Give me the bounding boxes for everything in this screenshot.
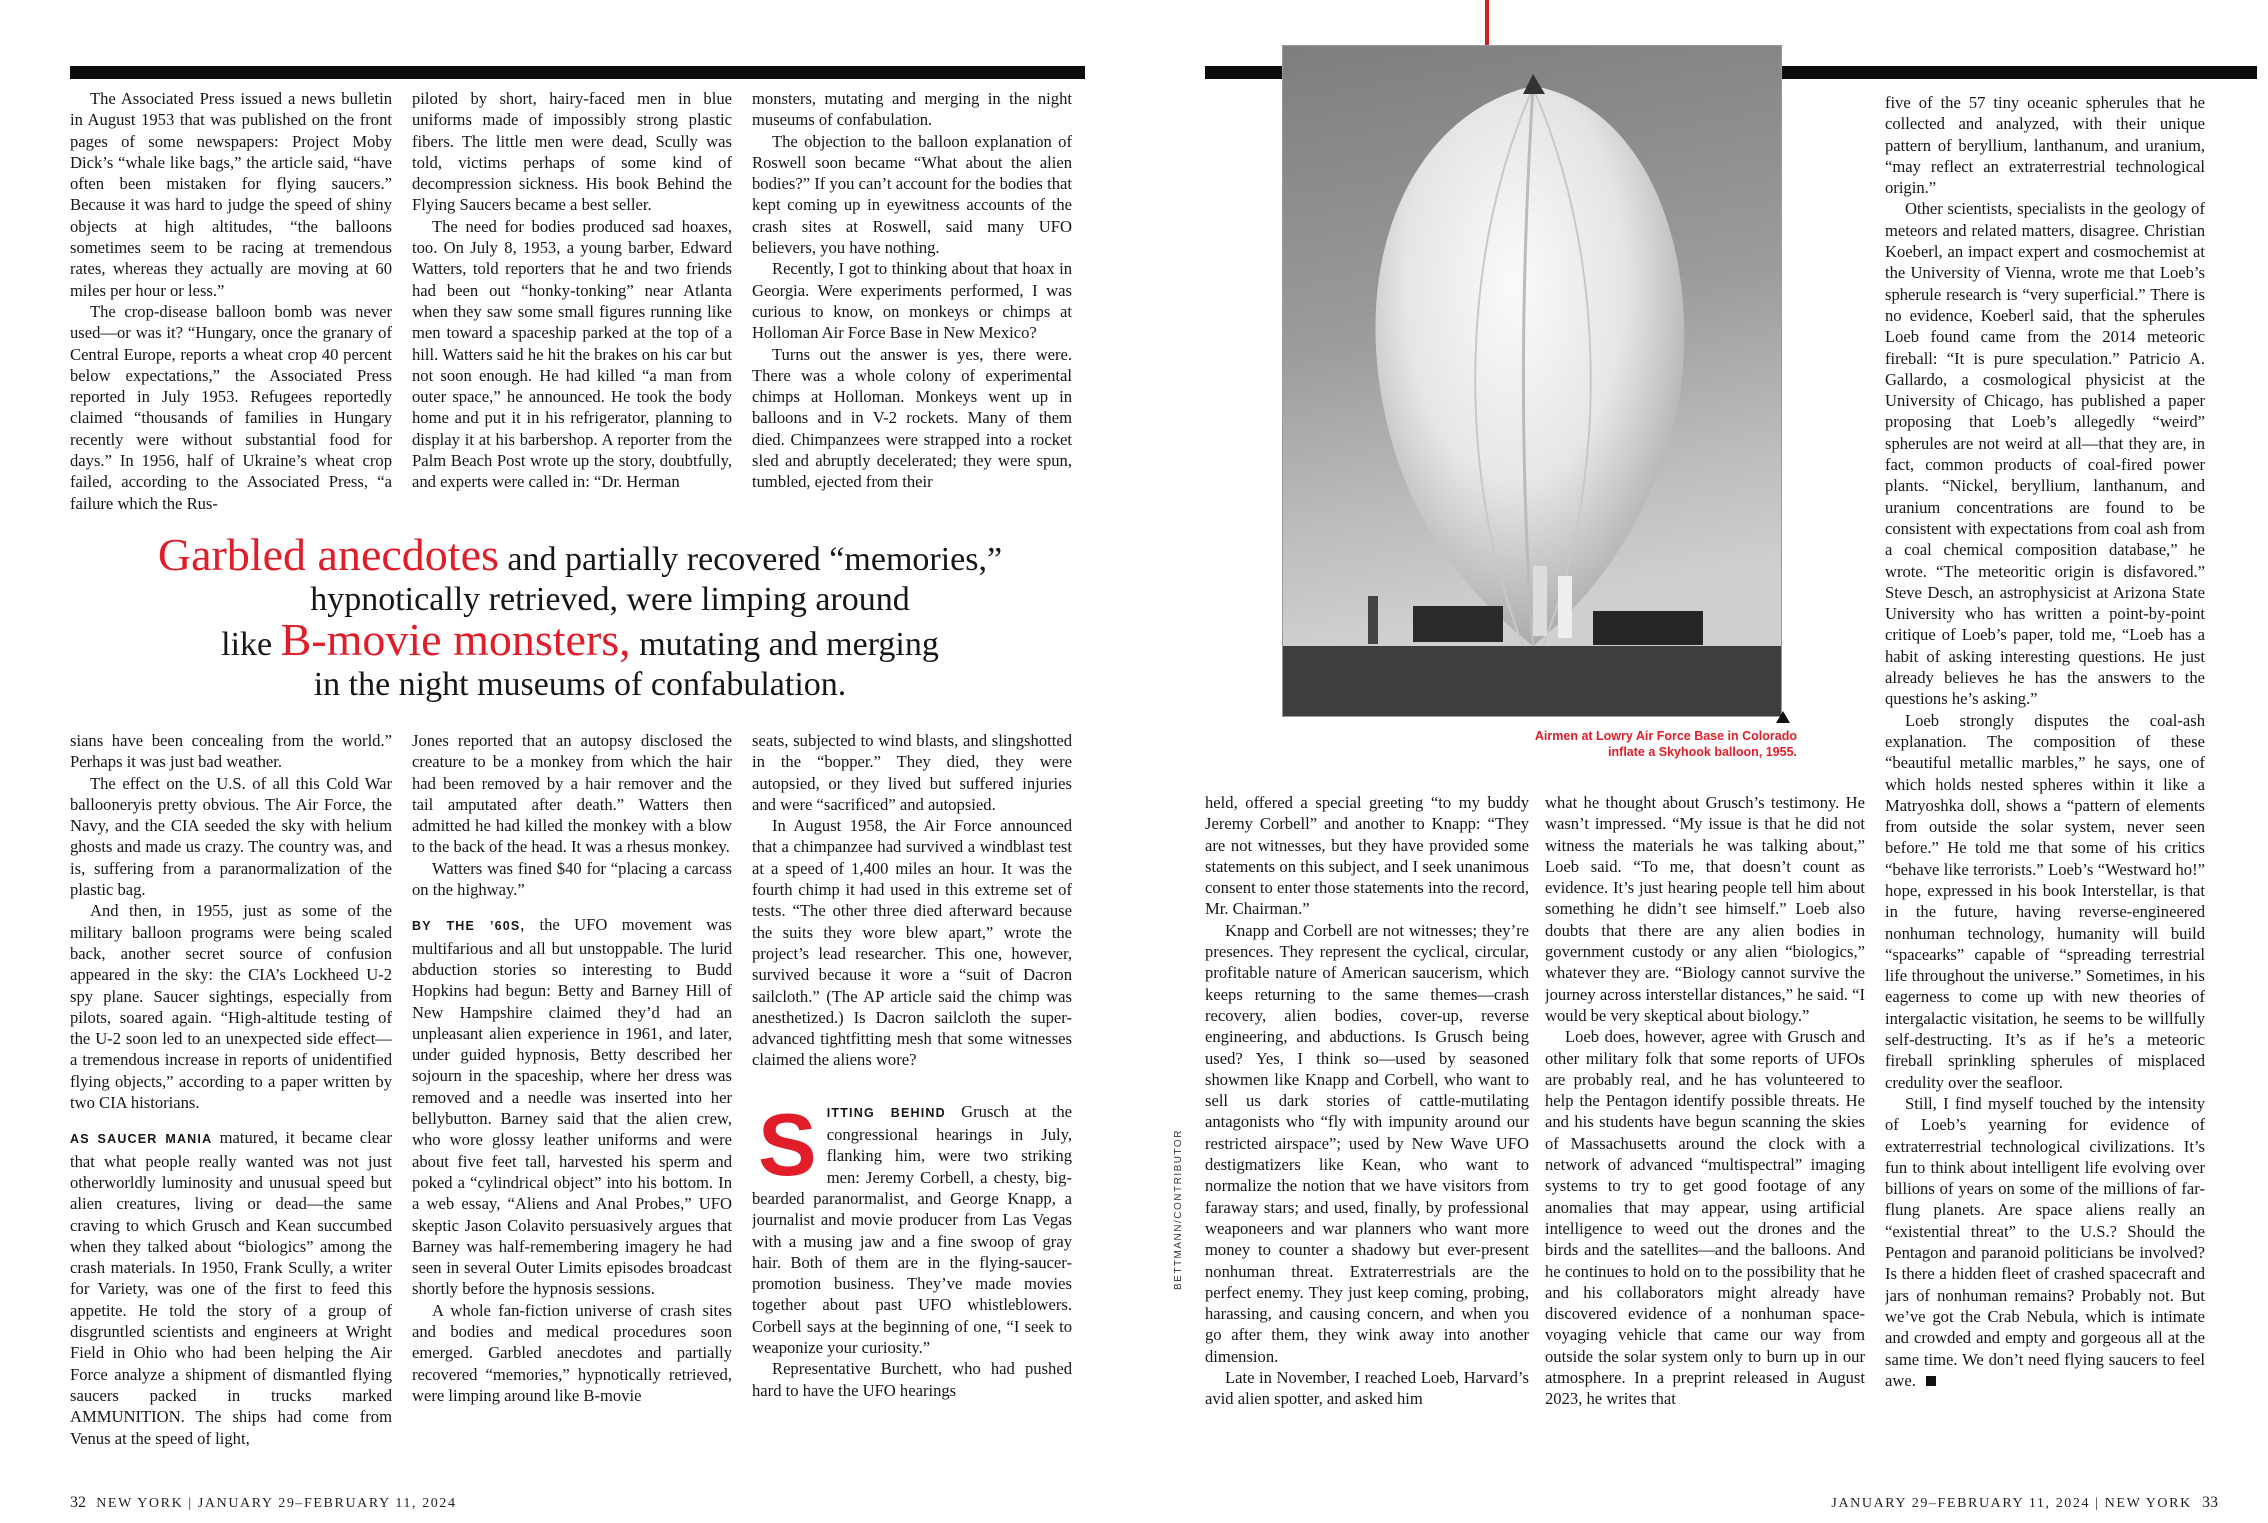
drop-cap: S xyxy=(758,1094,817,1194)
right-column-2 xyxy=(1545,792,1865,1450)
folio-text: NEW YORK | JANUARY 29–FEBRUARY 11, 2024 xyxy=(96,1496,457,1511)
section-lead-in: ITTING BEHIND xyxy=(826,1105,946,1120)
paragraph xyxy=(70,1127,392,1448)
paragraph: Other scientists, specialists in the geology of meteors and related matters, disagree. Christian Koeberl, an impact expert and cosmochemist at the University of Vienna, wrote me that Loeb’s spherule research is “very superficial.” There is no evidence, Koeberl said, that the spherules Loeb found came from the 2014 meteoric fireball: “It is pure speculation.” Patricio A. Gallardo, a cosmological physicist at the University of Chicago, has published a paper proposing that Loeb’s allegedly “weird” spherules are not weird at all—that they are, in fact, common products of coal-fired power plants. “Nickel, beryllium, lanthanum, and uranium concentrations are found to be consistent with expectations from coal ash from a coal chemical composition database,” he wrote. “The meteoritic origin is disfavored.” Steve Desch, an astrophysicist at Arizona State University who has written a point-by-point critique of Loeb’s paper, told me, “Loeb has a habit of asking interesting questions. He just already believes he has the answers to the questions he’s asking.” xyxy=(1885,199,2205,709)
paragraph-text: Still, I find myself touched by the intensity of Loeb’s yearning for evidence of extraterrestrial technological civilizations. It’s fun to think about intelligent life evolving over billions of years on some of the millions of far-flung planets. Are space aliens really an “existential threat” to the U.S.? Should the Pentagon and paranoid politicians be involved? Is there a hidden fleet of crashed spacecraft and jars of nonhuman remains? Probably not. But we’ve got the Crab Nebula, which is intimate and crowded and empty and gorgeous all at the same time. We don’t need flying saucers to feel awe. xyxy=(1885,1093,2205,1390)
paragraph: Knapp and Corbell are not witnesses; they’re presences. They represent the cyclical, circular, profitable nature of American saucerism, which keeps returning to the same themes—crash recovery, alien bodies, cover-up, reverse engineering, and abductions. Is Grusch being used? Yes, I think so—used by seasoned showmen like Knapp and Corbell, who want to sell us dark stories of cattle-mutilating antagonists who “fly with impunity around our restricted airspace”; used by New Wave UFO destigmatizers like Kean, who want to normalize the notion that we have visitors from faraway stars; and used, finally, by professional weaponeers and war planners who want more money to counter a shadowy but ever-present nonhuman threat. Extraterrestrials are the perfect enemy. They just keep coming, probing, harassing, and causing concern, and when you go after them, they wink away into another dimension. xyxy=(1205,920,1529,1366)
paragraph: five of the 57 tiny oceanic spherules that he collected and analyzed, with their unique pattern of beryllium, lanthanum, and uranium, “may reflect an extraterrestrial technological origin.” xyxy=(1885,93,2205,198)
left-column-1-top xyxy=(70,88,392,518)
pull-quote-text: in the night museums of confabulation. xyxy=(313,666,847,703)
folio-right xyxy=(1831,1494,2218,1512)
paragraph: piloted by short, hairy-faced men in blue uniforms made of impossibly strong plastic fibers. The little men were dead, Scully was told, victims perhaps of some kind of decompression sickness. His book Behind the Flying Saucers became a best seller. xyxy=(412,89,732,215)
end-mark-icon xyxy=(1926,1376,1936,1386)
top-rule-right-a xyxy=(1205,66,1282,79)
paragraph: Turns out the answer is yes, there were. There was a whole colony of experimental chimps at Holloman. Monkeys went up in balloons and in V-2 rockets. Many of them died. Chimpanzees were strapped into a rocket sled and abruptly decelerated; they were spun, tumbled, ejected from their xyxy=(752,344,1072,492)
paragraph: held, offered a special greeting “to my buddy Jeremy Corbell” and another to Knapp: “They are not witnesses, but they have provided some statements on this subject, and I seek unanimous consent to enter those statements into the record, Mr. Chairman.” xyxy=(1205,793,1529,919)
caption-arrow-icon xyxy=(1776,711,1790,723)
left-column-2-top xyxy=(412,88,732,518)
section-lead-in: BY THE ’60S, xyxy=(412,919,526,934)
paragraph-text: Grusch at the congressional hearings in July, flanking him, were two striking men: Jeremy Corbell, a chesty, big-bearded paranormalist, and George Knapp, a journalist and movie producer from Las Vegas with a musing jaw and a fine swoop of gray hair. Both of them are in the flying-saucer-promotion business. They’ve made movies together about past UFO whistleblowers. Corbell says at the beginning of one, “I seek to weaponize your curiosity.” xyxy=(752,1101,1072,1358)
paragraph: monsters, mutating and merging in the night museums of confabulation. xyxy=(752,89,1072,130)
left-column-3-bottom xyxy=(752,730,1072,1450)
top-rule-left xyxy=(70,66,1085,79)
paragraph: seats, subjected to wind blasts, and slingshotted in the “bopper.” They died, they were autopsied, or they lived but suffered injuries and were “sacrificed” and autopsied. xyxy=(752,731,1072,814)
folio-text: JANUARY 29–FEBRUARY 11, 2024 | NEW YORK xyxy=(1831,1496,2192,1511)
paragraph xyxy=(1885,1093,2205,1391)
right-column-3 xyxy=(1885,92,2205,1450)
pull-quote-red-1: Garbled anecdotes xyxy=(157,529,499,580)
airman xyxy=(1558,576,1572,638)
paragraph-text: the UFO movement was multifarious and all but unstoppable. The lurid abduction stories so interesting to Budd Hopkins had begun: Betty and Barney Hill of New Hampshire claimed they’d had an unpleasant alien experience in 1961, and later, under guided hypnosis, Betty described her sojourn in the spaceship, where her dress was removed and a needle was inserted into her bellybutton. Barney said that the alien crew, who wore glossy leather uniforms and were about five feet tall, harvested his sperm and poked a “cylindrical object” into his bottom. In a web essay, “Aliens and Anal Probes,” UFO skeptic Jason Colavito persuasively argues that Barney was half-remembering imagery he had seen in several Outer Limits episodes broadcast shortly before the hypnosis sessions. xyxy=(412,915,732,1299)
left-column-1-bottom xyxy=(70,730,392,1450)
pull-quote xyxy=(70,529,1090,705)
paragraph: sians have been concealing from the world.” Perhaps it was just bad weather. xyxy=(70,731,392,772)
paragraph: what he thought about Grusch’s testimony. He wasn’t impressed. “My issue is that he did not witness the materials he was talking about,” Loeb said. “To me, that doesn’t count as evidence. It’s just hearing people tell him about something he didn’t see himself.” Loeb also doubts that there are any alien bodies in government custody or any alien “biologics,” whatever they are. “Biology cannot survive the journey across interstellar distances,” he said. “I would be very skeptical about biology.” xyxy=(1545,793,1865,1025)
pull-quote-text: mutating and merging xyxy=(630,626,939,663)
top-rule-right-b xyxy=(1782,66,2257,79)
paragraph: Representative Burchett, who had pushed hard to have the UFO hearings xyxy=(752,1359,1072,1400)
paragraph: The crop-disease balloon bomb was never used—or was it? “Hungary, once the granary of Central Europe, reports a wheat crop 40 percent below expectations,” the Associated Press reported in July 1953. Refugees reportedly claimed “thousands of families in Hungary recently were without substantial food for days.” In 1956, half of Ukraine’s wheat crop failed, according to the Associated Press, “a failure which the Rus- xyxy=(70,301,392,513)
page-number: 32 xyxy=(70,1494,86,1511)
paragraph: In August 1958, the Air Force announced that a chimpanzee had survived a windblast test at a speed of 1,400 miles an hour. It was the fourth chimp it had used in this extreme set of tests. “The other three died afterward because the suits they wore blew apart,” wrote the project’s lead researcher. This one, however, survived because it wore a “suit of Dacron sailcloth.” (The AP article said the chimp was anesthetized.) Is Dacron sailcloth the super-advanced tightfitting mesh that some witnesses claimed the aliens wore? xyxy=(752,816,1072,1070)
page-number: 33 xyxy=(2202,1494,2218,1511)
paragraph-text: matured, it became clear that what people really wanted was not just otherworldly luminosity and unusual speed but alien creatures, living or dead—the same craving to which Grusch and Kean succumbed when they talked about “biologics” among the crash materials. In 1950, Frank Scully, a writer for Variety, was one of the first to feed this appetite. He told the story of a group of disgruntled scientists and engineers at Wright Field in Ohio who had been helping the Air Force analyze a shipment of dismantled flying saucers packed in trucks marked AMMUNITION. The ships had come from Venus at the speed of light, xyxy=(70,1128,392,1448)
photo-caption: Airmen at Lowry Air Force Base in Colorado inflate a Skyhook balloon, 1955. xyxy=(1534,729,1797,759)
balloon-illustration xyxy=(1283,46,1782,717)
paragraph: The need for bodies produced sad hoaxes, too. On July 8, 1953, a young barber, Edward Watters, told reporters that he and two friends had been out “honky-tonking” near Atlanta when they saw some small figures running like men toward a spaceship parked at the top of a hill. Watters said he hit the brakes on his car but not soon enough. He had killed “a man from outer space,” he announced. He took the body home and put it in his refrigerator, planning to display it at his barbershop. A reporter from the Palm Beach Post wrote up the story, doubtfully, and experts were called in: “Dr. Herman xyxy=(412,216,732,492)
paragraph: Late in November, I reached Loeb, Harvard’s avid alien spotter, and asked him xyxy=(1205,1368,1529,1409)
skyhook-balloon-photo xyxy=(1282,45,1782,717)
pull-quote-red-2: B-movie monsters, xyxy=(280,614,631,665)
paragraph: The objection to the balloon explanation of Roswell soon became “What about the alien bodies?” If you can’t account for the bodies that kept coming up in eyewitness accounts of the crash sites at Roswell, said many UFO believers, you have nothing. xyxy=(752,131,1072,258)
paragraph: A whole fan-fiction universe of crash sites and bodies and medical procedures soon emerged. Garbled anecdotes and partially recovered “memories,” hypnotically retrieved, were limping around like B-movie xyxy=(412,1300,732,1405)
vehicle xyxy=(1593,611,1703,645)
left-column-3-top xyxy=(752,88,1072,518)
airman xyxy=(1368,596,1378,644)
paragraph: And then, in 1955, just as some of the military balloon programs were being scaled back, another secret source of confusion appeared in the sky: the CIA’s Lockheed U-2 spy plane. Saucer sightings, especially from pilots, soared again. “High-altitude testing of the U-2 soon led to an unexpected side effect—a tremendous increase in reports of unidentified flying objects,” according to a paper written by two CIA historians. xyxy=(70,901,392,1113)
vehicle xyxy=(1413,606,1503,642)
paragraph xyxy=(412,914,732,1299)
paragraph: The Associated Press issued a news bulletin in August 1953 that was published on the front pages of some newspapers: Project Moby Dick’s “whale like bags,” the article said, “have often been mistaken for flying saucers.” Because it was hard to judge the speed of shiny objects at high altitudes, “the balloons sometimes seem to be racing at tremendous rates, whereas they actually are moving at 60 miles per hour or less.” xyxy=(70,89,392,300)
photo-credit: BETTMANN/CONTRIBUTOR xyxy=(1173,1129,1184,1290)
section-lead-in: AS SAUCER MANIA xyxy=(70,1132,213,1147)
airman xyxy=(1533,566,1547,636)
pull-quote-text: hypnotically retrieved, were limping around xyxy=(310,581,910,618)
pull-quote-text: like xyxy=(221,626,281,663)
paragraph: Recently, I got to thinking about that hoax in Georgia. Were experiments performed, I was curious to know, on monkeys or chimps at Holloman Air Force Base in New Mexico? xyxy=(752,259,1072,343)
paragraph: Jones reported that an autopsy disclosed the creature to be a monkey from which the hair had been removed by a hair remover and the tail amputated after death.” Watters then admitted he had killed the monkey with a blow to the back of the head. It was a rhesus monkey. xyxy=(412,731,732,857)
paragraph: The effect on the U.S. of all this Cold War ballooneryis pretty obvious. The Air Force, the Navy, and the CIA seeded the sky with helium ghosts and made us crazy. The country was, and is, suffering from a paranormalization of the plastic bag. xyxy=(70,773,392,900)
ground-strip xyxy=(1283,646,1782,717)
paragraph: Loeb strongly disputes the coal-ash explanation. The composition of these “beautiful metallic marbles,” he says, one of which holds nested spheres within it like a Matryoshka doll, shows a “pattern of elements from outside the solar system, never seen before.” He told me that some of his critics “behave like terrorists.” Loeb’s “Westward ho!” hope, expressed in his book Interstellar, is that in the future, having reverse-engineered nonhuman technology, humanity will build “spacearks” capable of “spreading terrestrial life throughout the universe.” Sometimes, in his eagerness to come up with new theories of intergalactic visitation, he seems to be willfully self-destructing. It’s as if he’s a meteoric fireball sprinkling spherules of misplaced credulity over the seafloor. xyxy=(1885,710,2205,1092)
right-column-1 xyxy=(1205,792,1529,1450)
paragraph xyxy=(752,1094,1072,1359)
paragraph: Loeb does, however, agree with Grusch and other military folk that some reports of UFOs are probably real, and he has volunteered to help the Pentagon identify possible threats. He and his students have begun scanning the skies of Massachusetts around the clock with a network of advanced “multispectral” imaging systems to try to get good footage of any anomalies that may appear, using artificial intelligence to weed out the drones and the birds and the satellites—and the balloons. And he continues to hold on to the possibility that he and his collaborators might already have discovered evidence of a nonhuman space-voyaging vehicle that came our way from outside the solar system only to burn up in our atmosphere. In a preprint released in August 2023, he writes that xyxy=(1545,1027,1865,1409)
folio-left xyxy=(70,1494,457,1512)
balloon-neck xyxy=(1523,74,1545,94)
left-column-2-bottom xyxy=(412,730,732,1450)
paragraph: Watters was fined $40 for “placing a carcass on the highway.” xyxy=(412,858,732,900)
pull-quote-text: and partially recovered “memories,” xyxy=(498,541,1003,578)
